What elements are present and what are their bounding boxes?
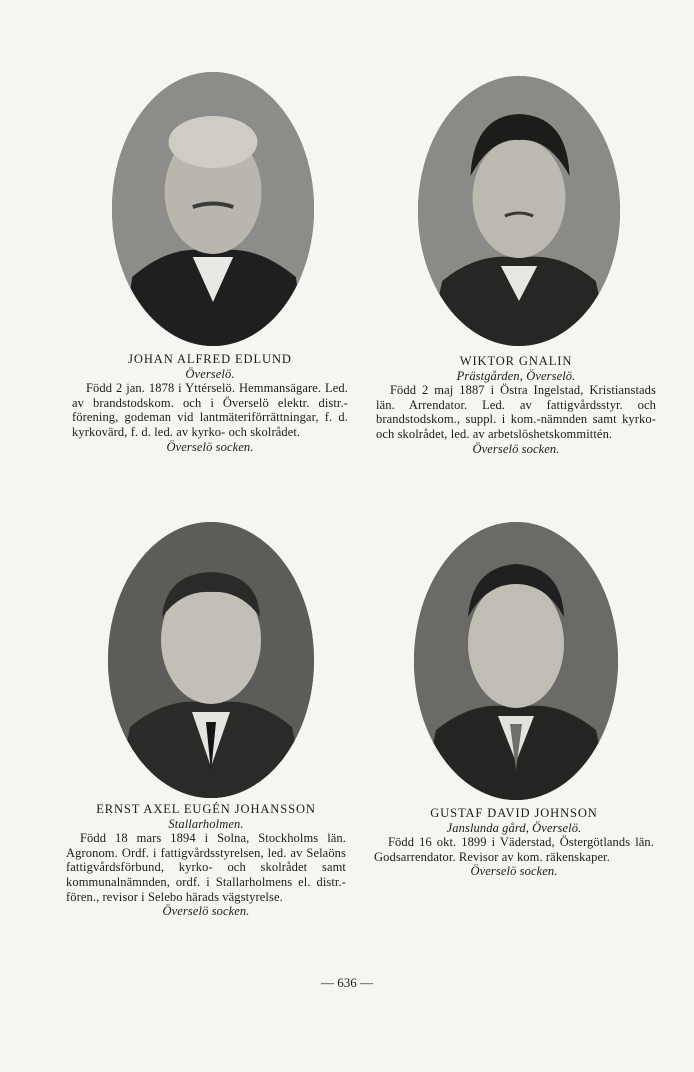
residence: Prästgården, Överselö.	[456, 368, 576, 383]
biography: Född 16 okt. 1899 i Väderstad, Östergötlands län. Godsarrendator. Revisor av kom. räkenskaper.	[374, 835, 654, 864]
entry-caption-gnalin	[376, 354, 656, 456]
entry-caption-johnson	[374, 806, 654, 879]
residence: Janslunda gård, Överselö.	[446, 820, 582, 835]
person-name: JOHAN ALFRED EDLUND	[128, 352, 292, 366]
biography: Född 2 jan. 1878 i Yttérselö. Hemmansägare. Led. av brandstodskom. och i Överselö elektr. distr.-förening, godeman vid lantmäteriförrättningar, f. d. kyrkovärd, f. d. led. av kyrko- och skolrådet.	[72, 381, 348, 439]
page-number: — 636 —	[321, 975, 373, 990]
residence: Stallarholmen.	[168, 816, 244, 831]
portrait-photo-johansson	[108, 522, 314, 798]
parish: Överselö socken.	[166, 439, 254, 454]
entry-caption-edlund	[72, 352, 348, 454]
person-name: ERNST AXEL EUGÉN JOHANSSON	[96, 802, 316, 816]
biography: Född 2 maj 1887 i Östra Ingelstad, Kristianstads län. Arrendator. Led. av fattigvårdsstyr. och brandstodskom., suppl. i kom.-nämnden samt kyrko- och skolrådet, led. av arbetslöshetskommittén.	[376, 383, 656, 441]
portrait-photo-edlund	[112, 72, 314, 346]
portrait-photo-johnson	[414, 522, 618, 800]
biography: Född 18 mars 1894 i Solna, Stockholms län. Agronom. Ordf. i fattigvårdsstyrelsen, led. av Selaöns fattigvårdsförbund, kyrko- och skolrådet samt kommunalnämnden, ordf. i Stallarholmens el. distr.-fören., revisor i Selebo härads vägstyrelse.	[66, 831, 346, 904]
entry-caption-johansson	[66, 802, 346, 919]
person-name: WIKTOR GNALIN	[459, 354, 573, 368]
person-name: GUSTAF DAVID JOHNSON	[430, 806, 598, 820]
parish: Överselö socken.	[472, 441, 560, 456]
parish: Överselö socken.	[470, 864, 558, 879]
parish: Överselö socken.	[162, 904, 250, 919]
residence: Överselö.	[185, 366, 235, 381]
portrait-photo-gnalin	[418, 76, 620, 346]
